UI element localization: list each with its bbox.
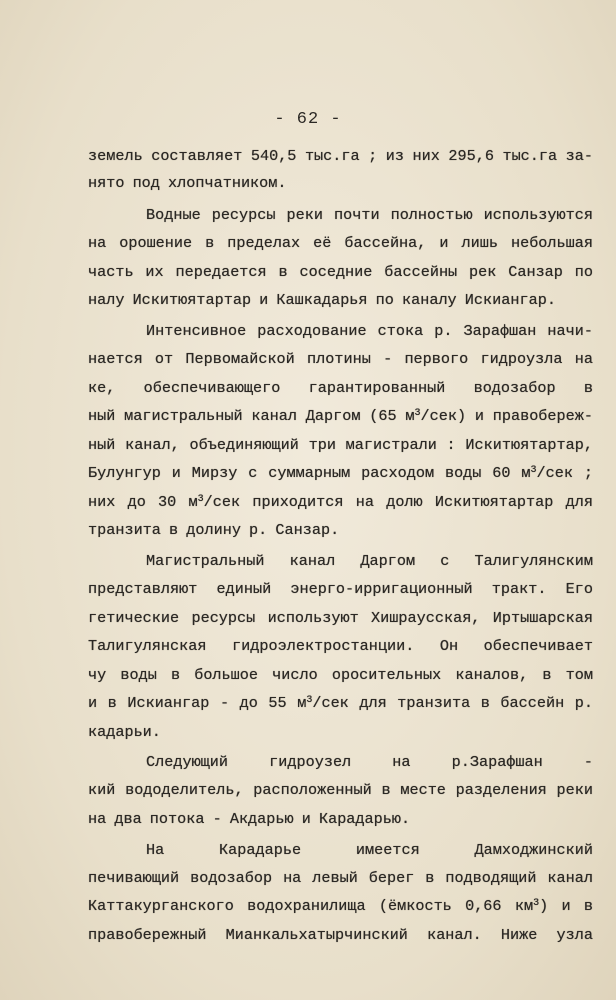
text-line: чу воды в большое число оросительных каналов, в том bbox=[88, 666, 593, 684]
page-number: - 62 - bbox=[274, 110, 342, 129]
text-line: кадарьи. bbox=[88, 723, 161, 741]
text-line: часть их передается в соседние бассейны рек Санзар по bbox=[88, 263, 593, 281]
text-line: ке, обеспечивающего гарантированный водозабор в bbox=[88, 379, 593, 397]
text-line: Булунгур и Мирзу с суммарным расходом воды 60 $м^3$/сек ; bbox=[88, 464, 593, 482]
text-line: и в Искиангар - до 55 $м^3$/сек для транзита в бассейн р. bbox=[88, 694, 593, 712]
text-line: Водные ресурсы реки почти полностью используются bbox=[146, 206, 593, 224]
text-line: представляют единый энерго-ирригационный тракт. Его bbox=[88, 580, 593, 598]
text-line: транзита в долину р. Санзар. bbox=[88, 521, 340, 539]
text-line: кий вододелитель, расположенный в месте разделения реки bbox=[88, 781, 593, 799]
text-line: ный магистральный канал Даргом (65 $м^3/сек$) и правобереж- bbox=[88, 407, 593, 425]
text-line: Магистральный канал Даргом с Талигулянским bbox=[146, 552, 593, 570]
text-line: печивающий водозабор на левый берег в подводящий канал bbox=[88, 869, 593, 887]
text-line: земель составляет 540,5 тыс.га ; из них 295,6 тыс.га за- bbox=[88, 147, 593, 165]
text-line: них до 30 $м^3$/сек приходится на долю Искитюятартар для bbox=[88, 493, 593, 511]
text-line: налу Искитюятартар и Кашкадарья по каналу Искиангар. bbox=[88, 291, 556, 309]
text-line: Талигулянская гидроэлектростанции. Он обеспечивает bbox=[88, 637, 593, 655]
text-line: гетические ресурсы используют Хишраусская, Иртышарская bbox=[88, 609, 593, 627]
text-line: На Карадарье имеется Дамходжинский bbox=[146, 841, 593, 859]
text-line: на орошение в пределах её бассейна, и лишь небольшая bbox=[88, 234, 593, 252]
text-line: Следующий гидроузел на р.Зарафшан - bbox=[146, 753, 593, 771]
text-line: на два потока - Акдарью и Карадарью. bbox=[88, 810, 411, 828]
text-line: правобережный Мианкальхатырчинский канал. Ниже узла bbox=[88, 926, 593, 944]
text-line: ный канал, объединяющий три магистрали : Искитюятартар, bbox=[88, 436, 593, 454]
text-line: нято под хлопчатником. bbox=[88, 174, 287, 192]
text-line: Каттакурганского водохранилища (ёмкость 0,66 $км^3$) и в bbox=[88, 897, 593, 915]
text-line: Интенсивное расходование стока р. Зарафшан начи- bbox=[146, 322, 593, 340]
text-line: нается от Первомайской плотины - первого гидроузла на bbox=[88, 350, 593, 368]
